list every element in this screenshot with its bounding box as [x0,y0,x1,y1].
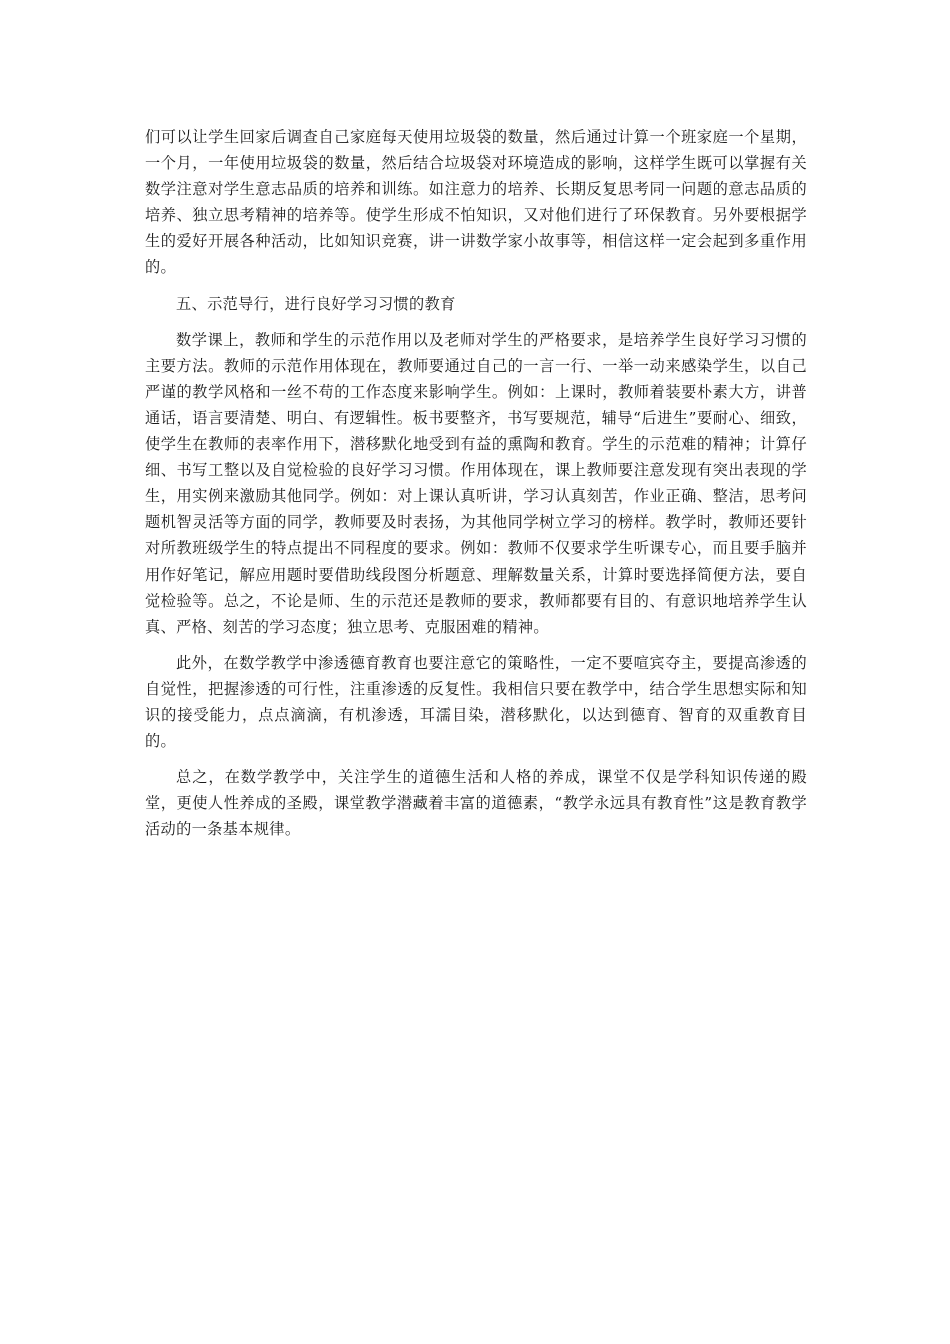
paragraph-strategy: 此外，在数学教学中渗透德育教育也要注意它的策略性，一定不要喧宾夺主，要提高渗透的自觉性，把握渗透的可行性，注重渗透的反复性。我相信只要在教学中，结合学生思想实际和知识的接受能力，点点滴滴，有机渗透，耳濡目染，潜移默化，以达到德育、智育的双重教育目的。 [145,653,807,751]
paragraph-demonstration: 数学课上，教师和学生的示范作用以及老师对学生的严格要求，是培养学生良好学习习惯的主要方法。教师的示范作用体现在，教师要通过自己的一言一行、一举一动来感染学生，以自己严谨的教学风格和一丝不苟的工作态度来影响学生。例如：上课时，教师着装要朴素大方，讲普通话，语言要清楚、明白、有逻辑性。板书要整齐，书写要规范，辅导“后进生”要耐心、细致，使学生在教师的表率作用下，潜移默化地受到有益的熏陶和教育。学生的示范难的精神；计算仔细、书写工整以及自觉检验的良好学习习惯。作用体现在，课上教师要注意发现有突出表现的学生，用实例来激励其他同学。例如：对上课认真听讲，学习认真刻苦，作业正确、整洁，思考问题机智灵活等方面的同学，教师要及时表扬，为其他同学树立学习的榜样。教学时，教师还要针对所教班级学生的特点提出不同程度的要求。例如：教师不仅要求学生听课专心，而且要手脑并用作好笔记，解应用题时要借助线段图分析题意、理解数量关系，计算时要选择简便方法，要自觉检验等。总之，不论是师、生的示范还是教师的要求，教师都要有目的、有意识地培养学生认真、严格、刻苦的学习态度；独立思考、克服困难的精神。 [145,330,807,636]
document-page [145,124,807,842]
paragraph-continuation: 们可以让学生回家后调查自己家庭每天使用垃圾袋的数量，然后通过计算一个班家庭一个星期，一个月，一年使用垃圾袋的数量，然后结合垃圾袋对环境造成的影响，这样学生既可以掌握有关数学注意对学生意志品质的培养和训练。如注意力的培养、长期反复思考同一问题的意志品质的培养、独立思考精神的培养等。使学生形成不怕知识，又对他们进行了环保教育。另外要根据学生的爱好开展各种活动，比如知识竞赛，讲一讲数学家小故事等，相信这样一定会起到多重作用的。 [145,128,807,277]
paragraph-conclusion: 总之，在数学教学中，关注学生的道德生活和人格的养成，课堂不仅是学科知识传递的殿堂，更使人性养成的圣殿，课堂教学潜藏着丰富的道德素，“教学永远具有教育性”这是教育教学活动的一条基本规律。 [145,768,807,839]
section-heading: 五、示范导行，进行良好学习习惯的教育 [176,294,456,313]
